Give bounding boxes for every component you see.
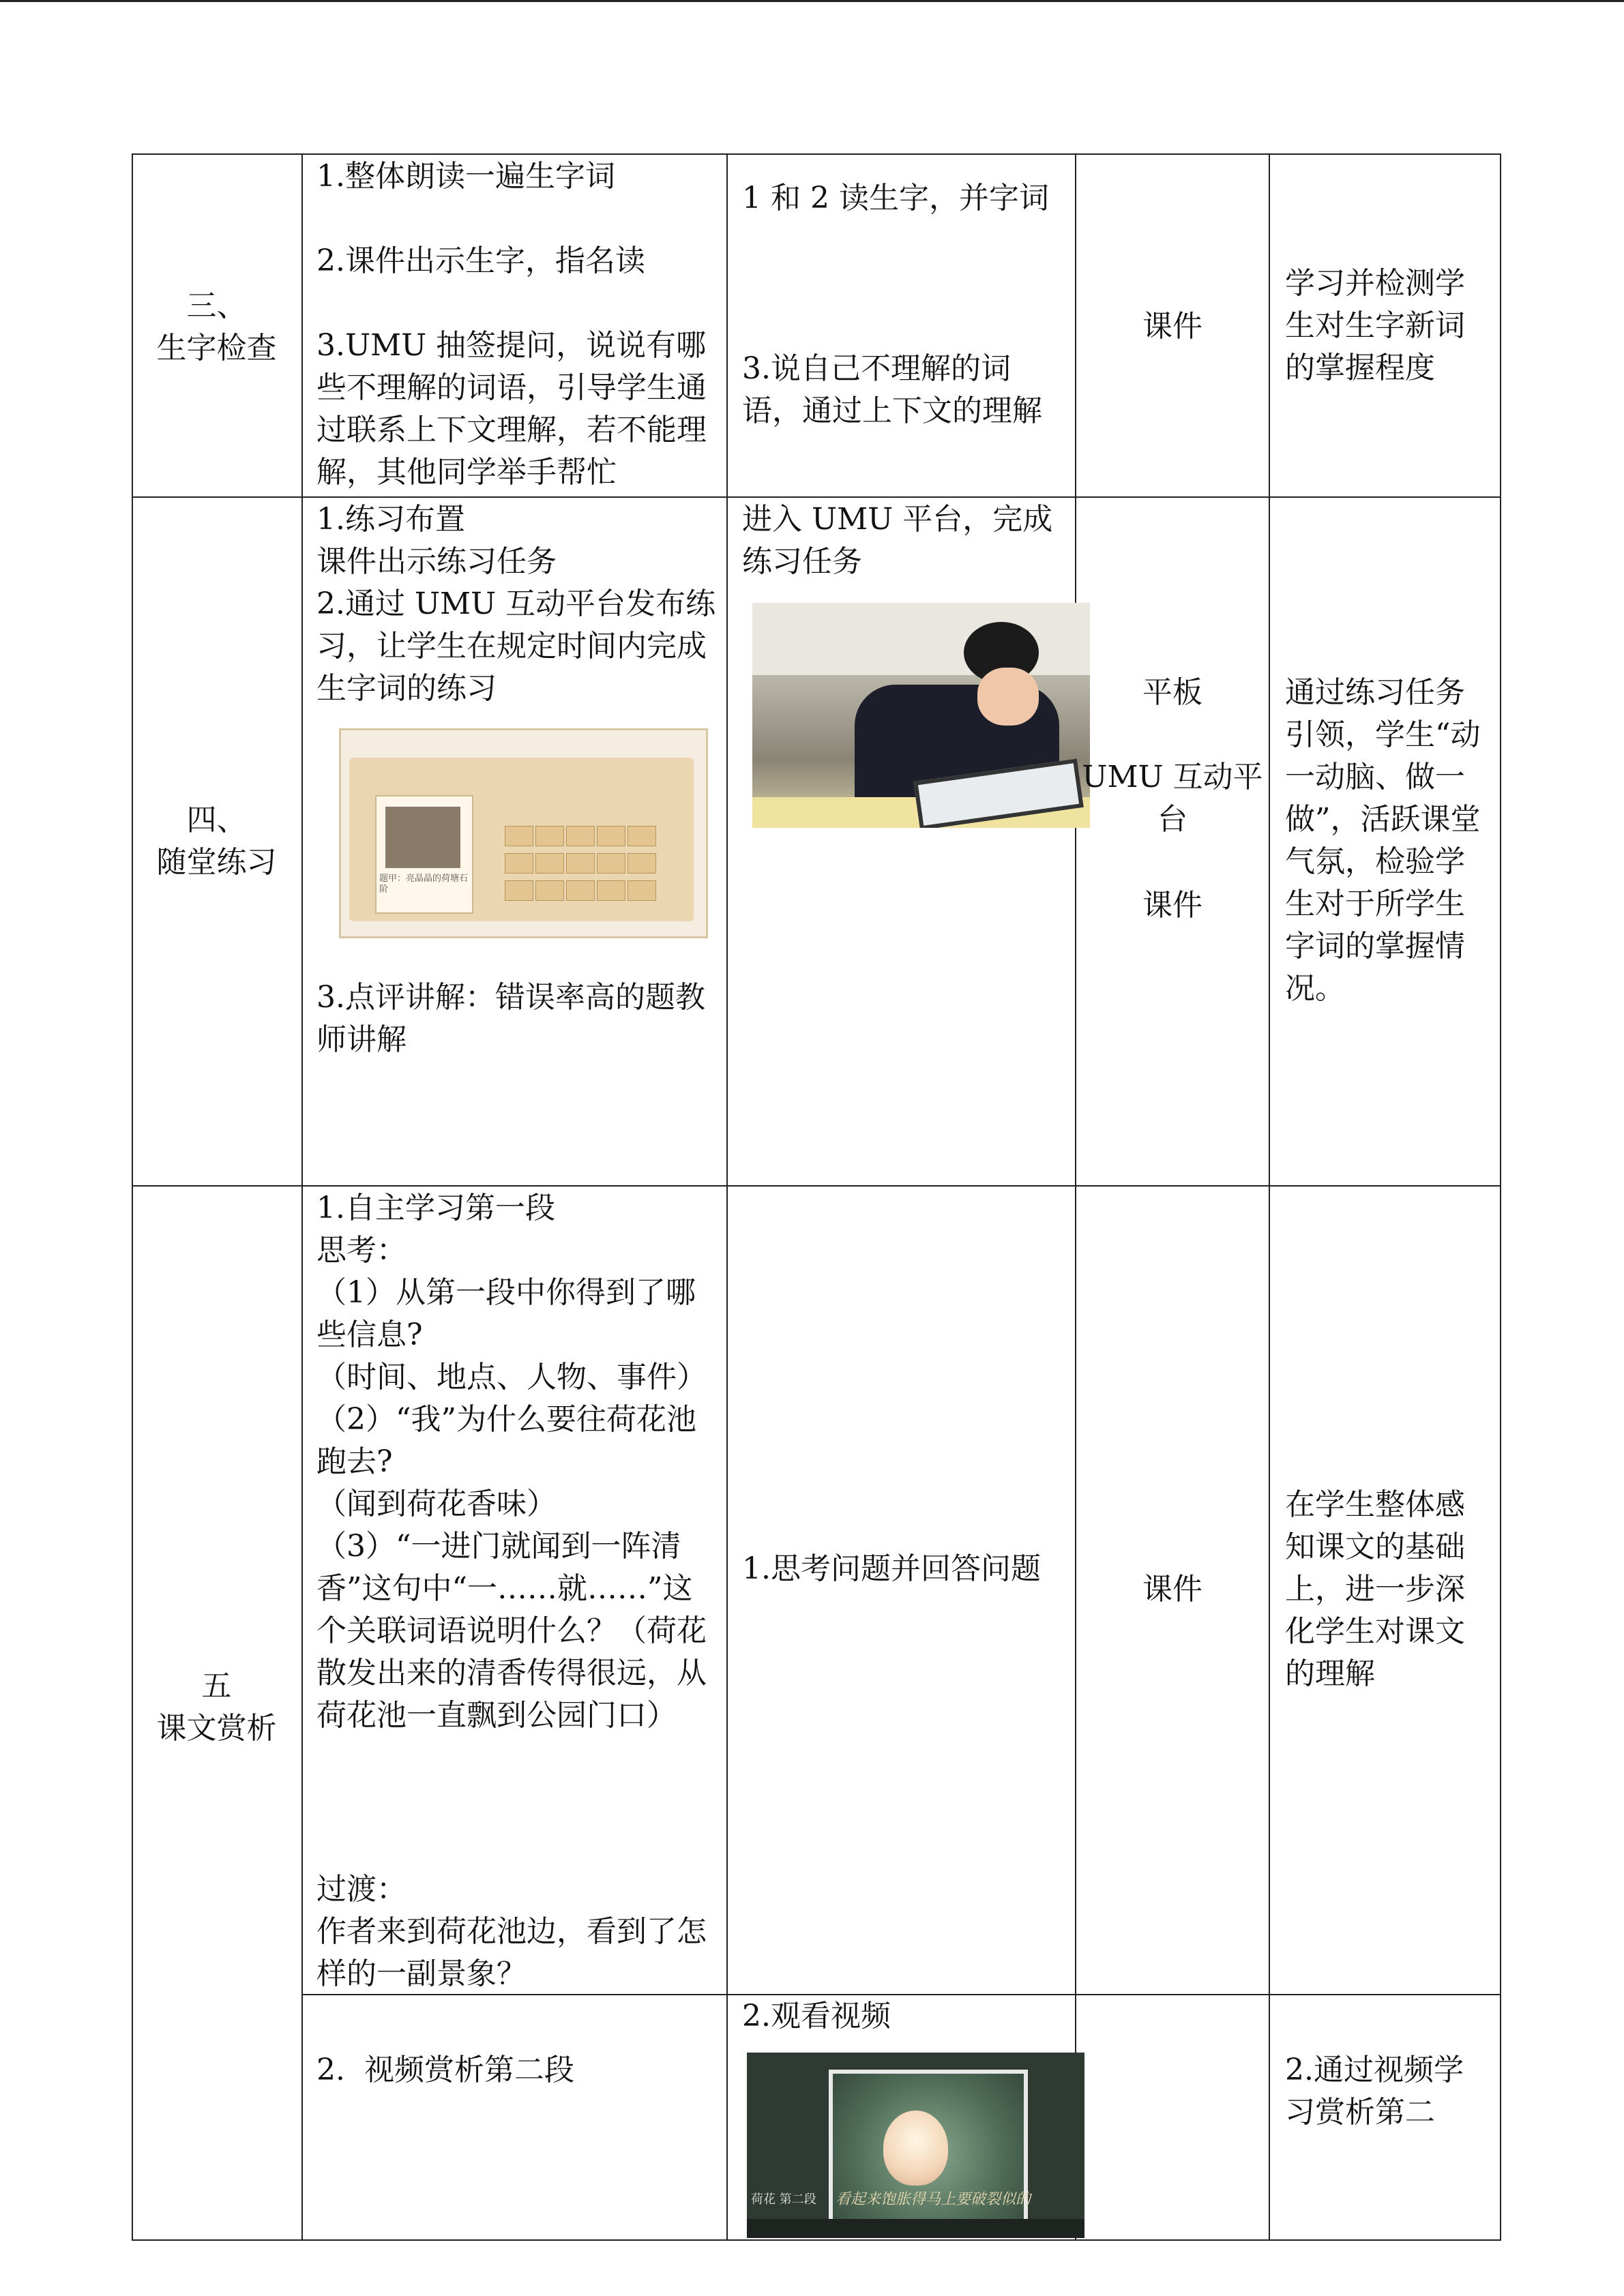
lotus-video-thumbnail[interactable] [747, 2053, 1084, 2238]
photo-wall [752, 603, 1090, 675]
umu-question-caption: 题甲：亮晶晶的荷塘石阶 [379, 874, 469, 895]
table-column-divider [301, 153, 303, 2241]
umu-char-cell [535, 880, 564, 901]
umu-exercise-screenshot [339, 728, 708, 938]
teacher-activity: 3.点评讲解：错误率高的题教师讲解 [316, 980, 705, 1057]
umu-char-cell [628, 826, 656, 846]
design-purpose: 在学生整体感知课文的基础上，进一步深化学生对课文的理解 [1285, 1487, 1465, 1691]
umu-char-cell [597, 826, 625, 846]
table-border-top [132, 153, 1501, 155]
media-label: 课件 [1142, 1572, 1202, 1607]
umu-char-cell [628, 880, 656, 901]
umu-char-cell [566, 853, 595, 874]
table-row-divider [132, 1185, 1501, 1187]
media-label: 平板 [1142, 675, 1202, 710]
umu-char-cell [628, 853, 656, 874]
student-activity: 2.观看视频 [742, 1999, 891, 2033]
table-border-left [132, 153, 133, 2241]
design-purpose: 通过练习任务引领，学生“动一动脑、做一做”，活跃课堂气氛，检验学生对于所学生字词的掌握情况。 [1285, 675, 1481, 1006]
umu-char-cell [505, 853, 533, 874]
table-border-bottom [132, 2239, 1501, 2241]
umu-char-cell [505, 826, 533, 846]
media-label: UMU 互动平台 [1082, 760, 1263, 837]
table-column-divider [1269, 153, 1270, 2241]
umu-char-cell [566, 880, 595, 901]
video-control-bar[interactable] [747, 2219, 1084, 2238]
umu-question-image [385, 807, 460, 868]
video-subtitle: 看起来饱胀得马上要破裂似的 [836, 2191, 1031, 2208]
student-activity: 3.说自己不理解的词语，通过上下文的理解 [742, 351, 1042, 428]
media-label: 课件 [1142, 888, 1202, 923]
design-purpose: 学习并检测学生对生字新词的掌握程度 [1285, 266, 1465, 385]
photo-student-face [977, 668, 1039, 726]
student-activity: 1.思考问题并回答问题 [742, 1551, 1041, 1586]
table-column-divider [726, 153, 728, 2241]
student-tablet-photo [752, 603, 1090, 828]
stage-label: 五 课文赏析 [156, 1669, 277, 1746]
teacher-activity: 1.练习布置 课件出示练习任务 2.通过 UMU 互动平台发布练习，让学生在规定时间内完成生字词的练习 [316, 502, 716, 706]
student-activity: 进入 UMU 平台，完成练习任务 [742, 502, 1053, 579]
umu-char-cell [535, 826, 564, 846]
umu-char-cell [597, 880, 625, 901]
stage-label: 四、 随堂练习 [156, 803, 277, 880]
teacher-activity [316, 155, 720, 494]
lotus-bud [883, 2111, 948, 2186]
teacher-activity: 过渡： 作者来到荷花池边，看到了怎样的一副景象？ [316, 1872, 707, 1991]
activity-line: 3.UMU 抽签提问，说说有哪些不理解的词语，引导学生通过联系上下文理解，若不能理解，其他同学举手帮忙 [316, 328, 707, 490]
umu-char-cell [535, 853, 564, 874]
student-activity: 1 和 2 读生字，并字词 [742, 181, 1049, 215]
table-column-divider [1075, 153, 1076, 2241]
teacher-activity: 2. 视频赏析第二段 [316, 2053, 574, 2087]
activity-line: 2.课件出示生字，指名读 [316, 243, 645, 278]
stage-label: 三、 生字检查 [156, 288, 277, 366]
activity-line: 1.整体朗读一遍生字词 [316, 159, 615, 194]
video-title: 荷花 第二段 [751, 2192, 816, 2207]
media-label: 课件 [1142, 309, 1202, 344]
table-border-right [1500, 153, 1501, 2241]
umu-char-cell [505, 880, 533, 901]
umu-char-cell [597, 853, 625, 874]
teacher-activity: 1.自主学习第一段 思考： （1）从第一段中你得到了哪些信息? （时间、地点、人物、事件） （2）“我”为什么要往荷花池跑去? （闻到荷花香味） （3）“一进门就闻到一阵清香”这句中“一……就……”这个关联词语说明什么？（荷花散发出来的清香传得很远，从荷花池一直飘到公园门口） [316, 1191, 707, 1733]
table-row-divider [132, 496, 1501, 498]
umu-char-cell [566, 826, 595, 846]
design-purpose: 2.通过视频学习赏析第二 [1285, 2053, 1464, 2130]
